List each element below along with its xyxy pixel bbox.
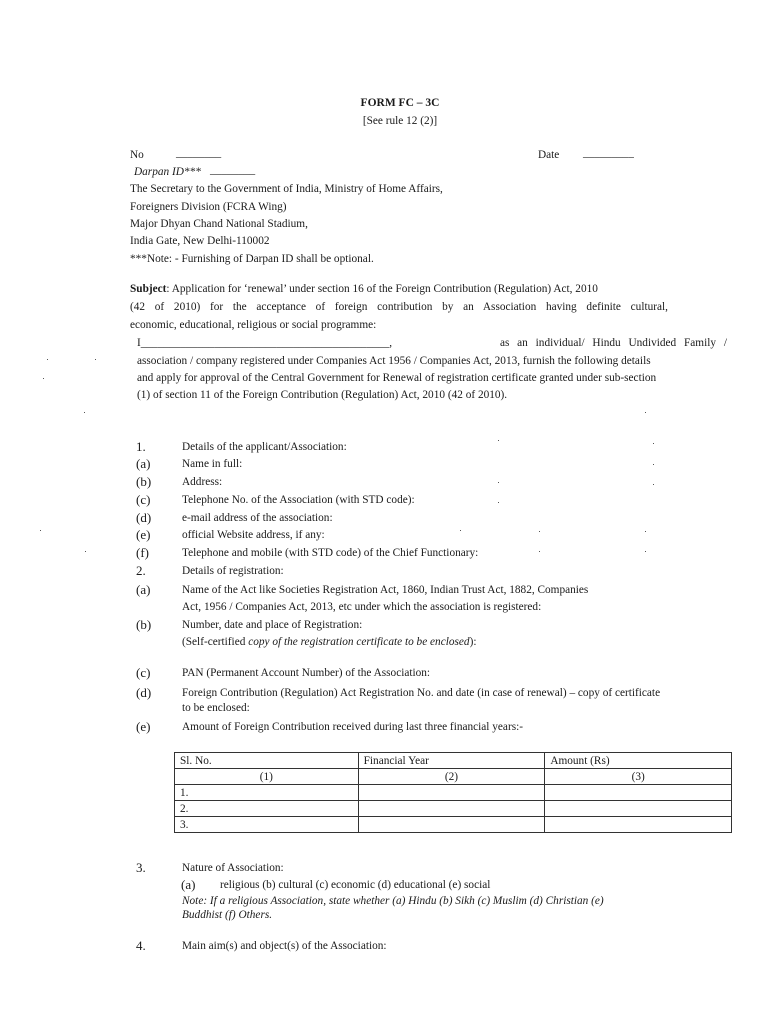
section-title: Nature of Association: [182,862,284,874]
section-number: 4. [136,938,146,953]
declaration-line-3: and apply for approval of the Central Government for Renewal of registration certificate granted under sub-section [137,372,657,384]
declaration-line-4: (1) of section 11 of the Foreign Contribution (Regulation) Act, 2010 (42 of 2010). [137,389,508,401]
table-header-cell: Financial Year [358,753,545,769]
subject-label: Subject [130,283,167,295]
declaration-line-1 [137,337,727,349]
scan-speck [47,359,48,360]
item-number: (d) [136,685,152,700]
scan-speck [539,551,540,552]
item-text-part: ): [469,636,477,648]
item-number: (c) [136,665,151,680]
item-text-part: (Self-certified [182,636,249,648]
item-text: Details of the applicant/Association: [182,441,347,453]
darpan-label: Darpan ID*** [134,166,201,178]
item-number: (f) [136,545,149,560]
scan-speck [645,531,646,532]
table-cell-amount[interactable] [545,801,732,817]
religious-note-1: Note: If a religious Association, state whether (a) Hindu (b) Sikh (c) Muslim (d) Christian (e) [182,895,604,907]
item-text: PAN (Permanent Account Number) of the Association: [182,667,431,679]
item-number: (a) [136,582,151,597]
table-header-row [175,753,732,769]
date-label: Date [538,149,560,161]
table-cell-slno: 2. [175,801,359,817]
item-text: Telephone and mobile (with STD code) of the Chief Functionary: [182,547,479,559]
item-text: Address: [182,476,223,488]
table-colnum-row [175,769,732,785]
table-colnum-cell: (1) [175,769,359,785]
scan-speck [85,551,86,552]
item-text: Telephone No. of the Association (with STD code): [182,494,415,506]
date-blank[interactable]: _________ [583,147,634,159]
option-number: (a) [181,877,196,892]
item-text: Name of the Act like Societies Registration Act, 1860, Indian Trust Act, 1882, Companies [182,584,589,596]
scan-speck [539,531,540,532]
subject-line-2: (42 of 2010) for the acceptance of foreign contribution by an Association having definite cultural, [130,301,668,313]
item-number: (a) [136,456,151,471]
table-colnum-cell: (3) [545,769,732,785]
scan-speck [498,482,499,483]
item-text: Name in full: [182,458,243,470]
subject-text: : Application for ‘renewal’ under section 16 of the Foreign Contribution (Regulation) Act, 2010 [166,283,598,295]
table-cell-amount[interactable] [545,817,732,833]
item-number: (d) [136,510,152,525]
declaration-line-2: association / company registered under Companies Act 1956 / Companies Act, 2013, furnish the following details [137,355,651,367]
scan-speck [645,412,646,413]
address-line-3: Major Dhyan Chand National Stadium, [130,218,308,230]
item-number: (e) [136,719,151,734]
scan-speck [84,412,85,413]
table-colnum-cell: (2) [358,769,545,785]
foreign-contribution-table [174,752,732,833]
table-cell-year[interactable] [358,817,545,833]
item-text-part: copy of the registration certificate to be enclosed [248,636,470,648]
darpan-note: ***Note: - Furnishing of Darpan ID shall be optional. [130,253,374,265]
applicant-name-blank[interactable]: I____________________________________________, [137,337,393,349]
address-line-1: The Secretary to the Government of India, Ministry of Home Affairs, [130,183,443,195]
table-row [175,817,732,833]
subject-line-3: economic, educational, religious or social programme: [130,319,377,331]
item-text: Details of registration: [182,565,284,577]
table-header-cell: Sl. No. [175,753,359,769]
item-number: (b) [136,474,152,489]
nature-options: religious (b) cultural (c) economic (d) educational (e) social [220,879,491,891]
item-number: (b) [136,617,152,632]
item-text-continued: to be enclosed: [182,702,250,714]
scan-speck [653,443,654,444]
table-cell-slno: 3. [175,817,359,833]
scan-speck [43,378,44,379]
scan-speck [40,530,41,531]
item-number: 1. [136,439,146,454]
item-text: e-mail address of the association: [182,512,333,524]
item-text: Number, date and place of Registration: [182,619,363,631]
table-row [175,801,732,817]
no-blank[interactable]: ________ [176,147,222,159]
item-text-continued: Act, 1956 / Companies Act, 2013, etc under which the association is registered: [182,601,542,613]
scan-speck [95,359,96,360]
scan-speck [498,440,499,441]
form-title: FORM FC – 3C [360,97,440,109]
table-row [175,785,732,801]
darpan-blank[interactable]: ________ [210,164,256,176]
table-header-cell: Amount (Rs) [545,753,732,769]
scan-speck [460,530,461,531]
table-cell-year[interactable] [358,801,545,817]
religious-note-2: Buddhist (f) Others. [182,909,273,921]
item-number: 2. [136,563,146,578]
declaration-text-1: as an individual/ Hindu Undivided Family / [499,337,727,349]
address-line-2: Foreigners Division (FCRA Wing) [130,201,287,213]
section-title: Main aim(s) and object(s) of the Association: [182,940,387,952]
no-label: No [130,149,144,161]
item-number: (c) [136,492,151,507]
scan-speck [653,464,654,465]
scan-speck [498,502,499,503]
item-text-continued [182,636,476,648]
subject-line-1 [130,283,598,295]
item-text: Amount of Foreign Contribution received during last three financial years:- [182,721,524,733]
scan-speck [645,551,646,552]
rule-reference: [See rule 12 (2)] [362,115,438,127]
address-line-4: India Gate, New Delhi-110002 [130,235,270,247]
table-cell-amount[interactable] [545,785,732,801]
item-text: Foreign Contribution (Regulation) Act Registration No. and date (in case of renewal) – copy of certificate [182,687,661,699]
table-cell-year[interactable] [358,785,545,801]
section-number: 3. [136,860,146,875]
table-cell-slno: 1. [175,785,359,801]
scan-speck [653,484,654,485]
item-number: (e) [136,527,151,542]
item-text: official Website address, if any: [182,529,325,541]
